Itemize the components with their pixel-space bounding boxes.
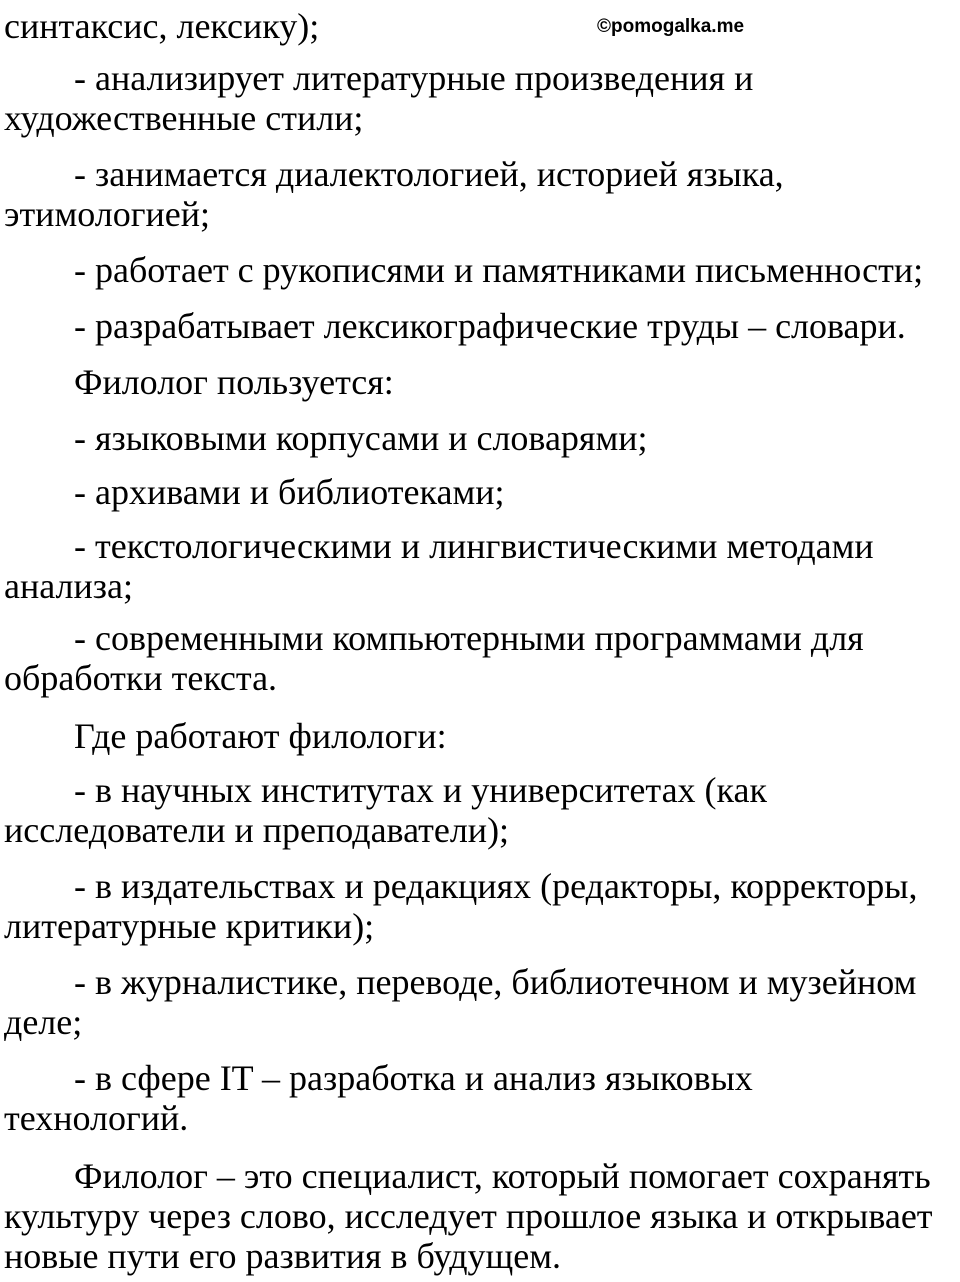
paragraph xyxy=(4,866,960,946)
text-line: Филолог пользуется: xyxy=(74,362,394,402)
text-line: - в сфере IT – разработка и анализ языковых xyxy=(74,1058,753,1098)
text-line: деле; xyxy=(4,1002,83,1042)
paragraph xyxy=(4,1156,960,1276)
text-line: - занимается диалектологией, историей языка, xyxy=(74,154,784,194)
paragraph xyxy=(4,154,960,234)
text-line: Где работают филологи: xyxy=(74,716,447,756)
text-line: анализа; xyxy=(4,566,133,606)
paragraph xyxy=(4,58,960,138)
text-line: - текстологическими и лингвистическими методами xyxy=(74,526,874,566)
text-line: Филолог – это специалист, который помогает сохранять xyxy=(74,1156,931,1196)
paragraph xyxy=(4,526,960,606)
text-line: синтаксис, лексику); xyxy=(4,6,320,46)
paragraph xyxy=(4,618,960,698)
paragraph xyxy=(4,6,960,46)
paragraph xyxy=(4,1058,960,1138)
text-line: художественные стили; xyxy=(4,98,364,138)
text-line: - разрабатывает лексикографические труды – словари. xyxy=(74,306,906,346)
text-line: - языковыми корпусами и словарями; xyxy=(74,418,648,458)
text-line: этимологией; xyxy=(4,194,210,234)
paragraph xyxy=(4,362,960,402)
text-line: - в научных институтах и университетах (как xyxy=(74,770,767,810)
text-line: технологий. xyxy=(4,1098,189,1138)
paragraph xyxy=(4,250,960,290)
text-line: - архивами и библиотеками; xyxy=(74,472,505,512)
paragraph xyxy=(4,306,960,346)
text-line: - современными компьютерными программами для xyxy=(74,618,864,658)
paragraph xyxy=(4,418,960,458)
paragraph xyxy=(4,716,960,756)
watermark: ©pomogalka.me xyxy=(597,16,745,37)
text-line: - в журналистике, переводе, библиотечном и музейном xyxy=(74,962,917,1002)
text-line: новые пути его развития в будущем. xyxy=(4,1236,562,1276)
text-line: исследователи и преподаватели); xyxy=(4,810,510,850)
text-line: - анализирует литературные произведения и xyxy=(74,58,754,98)
text-line: литературные критики); xyxy=(4,906,375,946)
text-line: обработки текста. xyxy=(4,658,278,698)
paragraph xyxy=(4,962,960,1042)
text-line: культуру через слово, исследует прошлое языка и открывает xyxy=(4,1196,933,1236)
text-line: - в издательствах и редакциях (редакторы, корректоры, xyxy=(74,866,918,906)
paragraph xyxy=(4,770,960,850)
paragraph xyxy=(4,472,960,512)
text-line: - работает с рукописями и памятниками письменности; xyxy=(74,250,924,290)
